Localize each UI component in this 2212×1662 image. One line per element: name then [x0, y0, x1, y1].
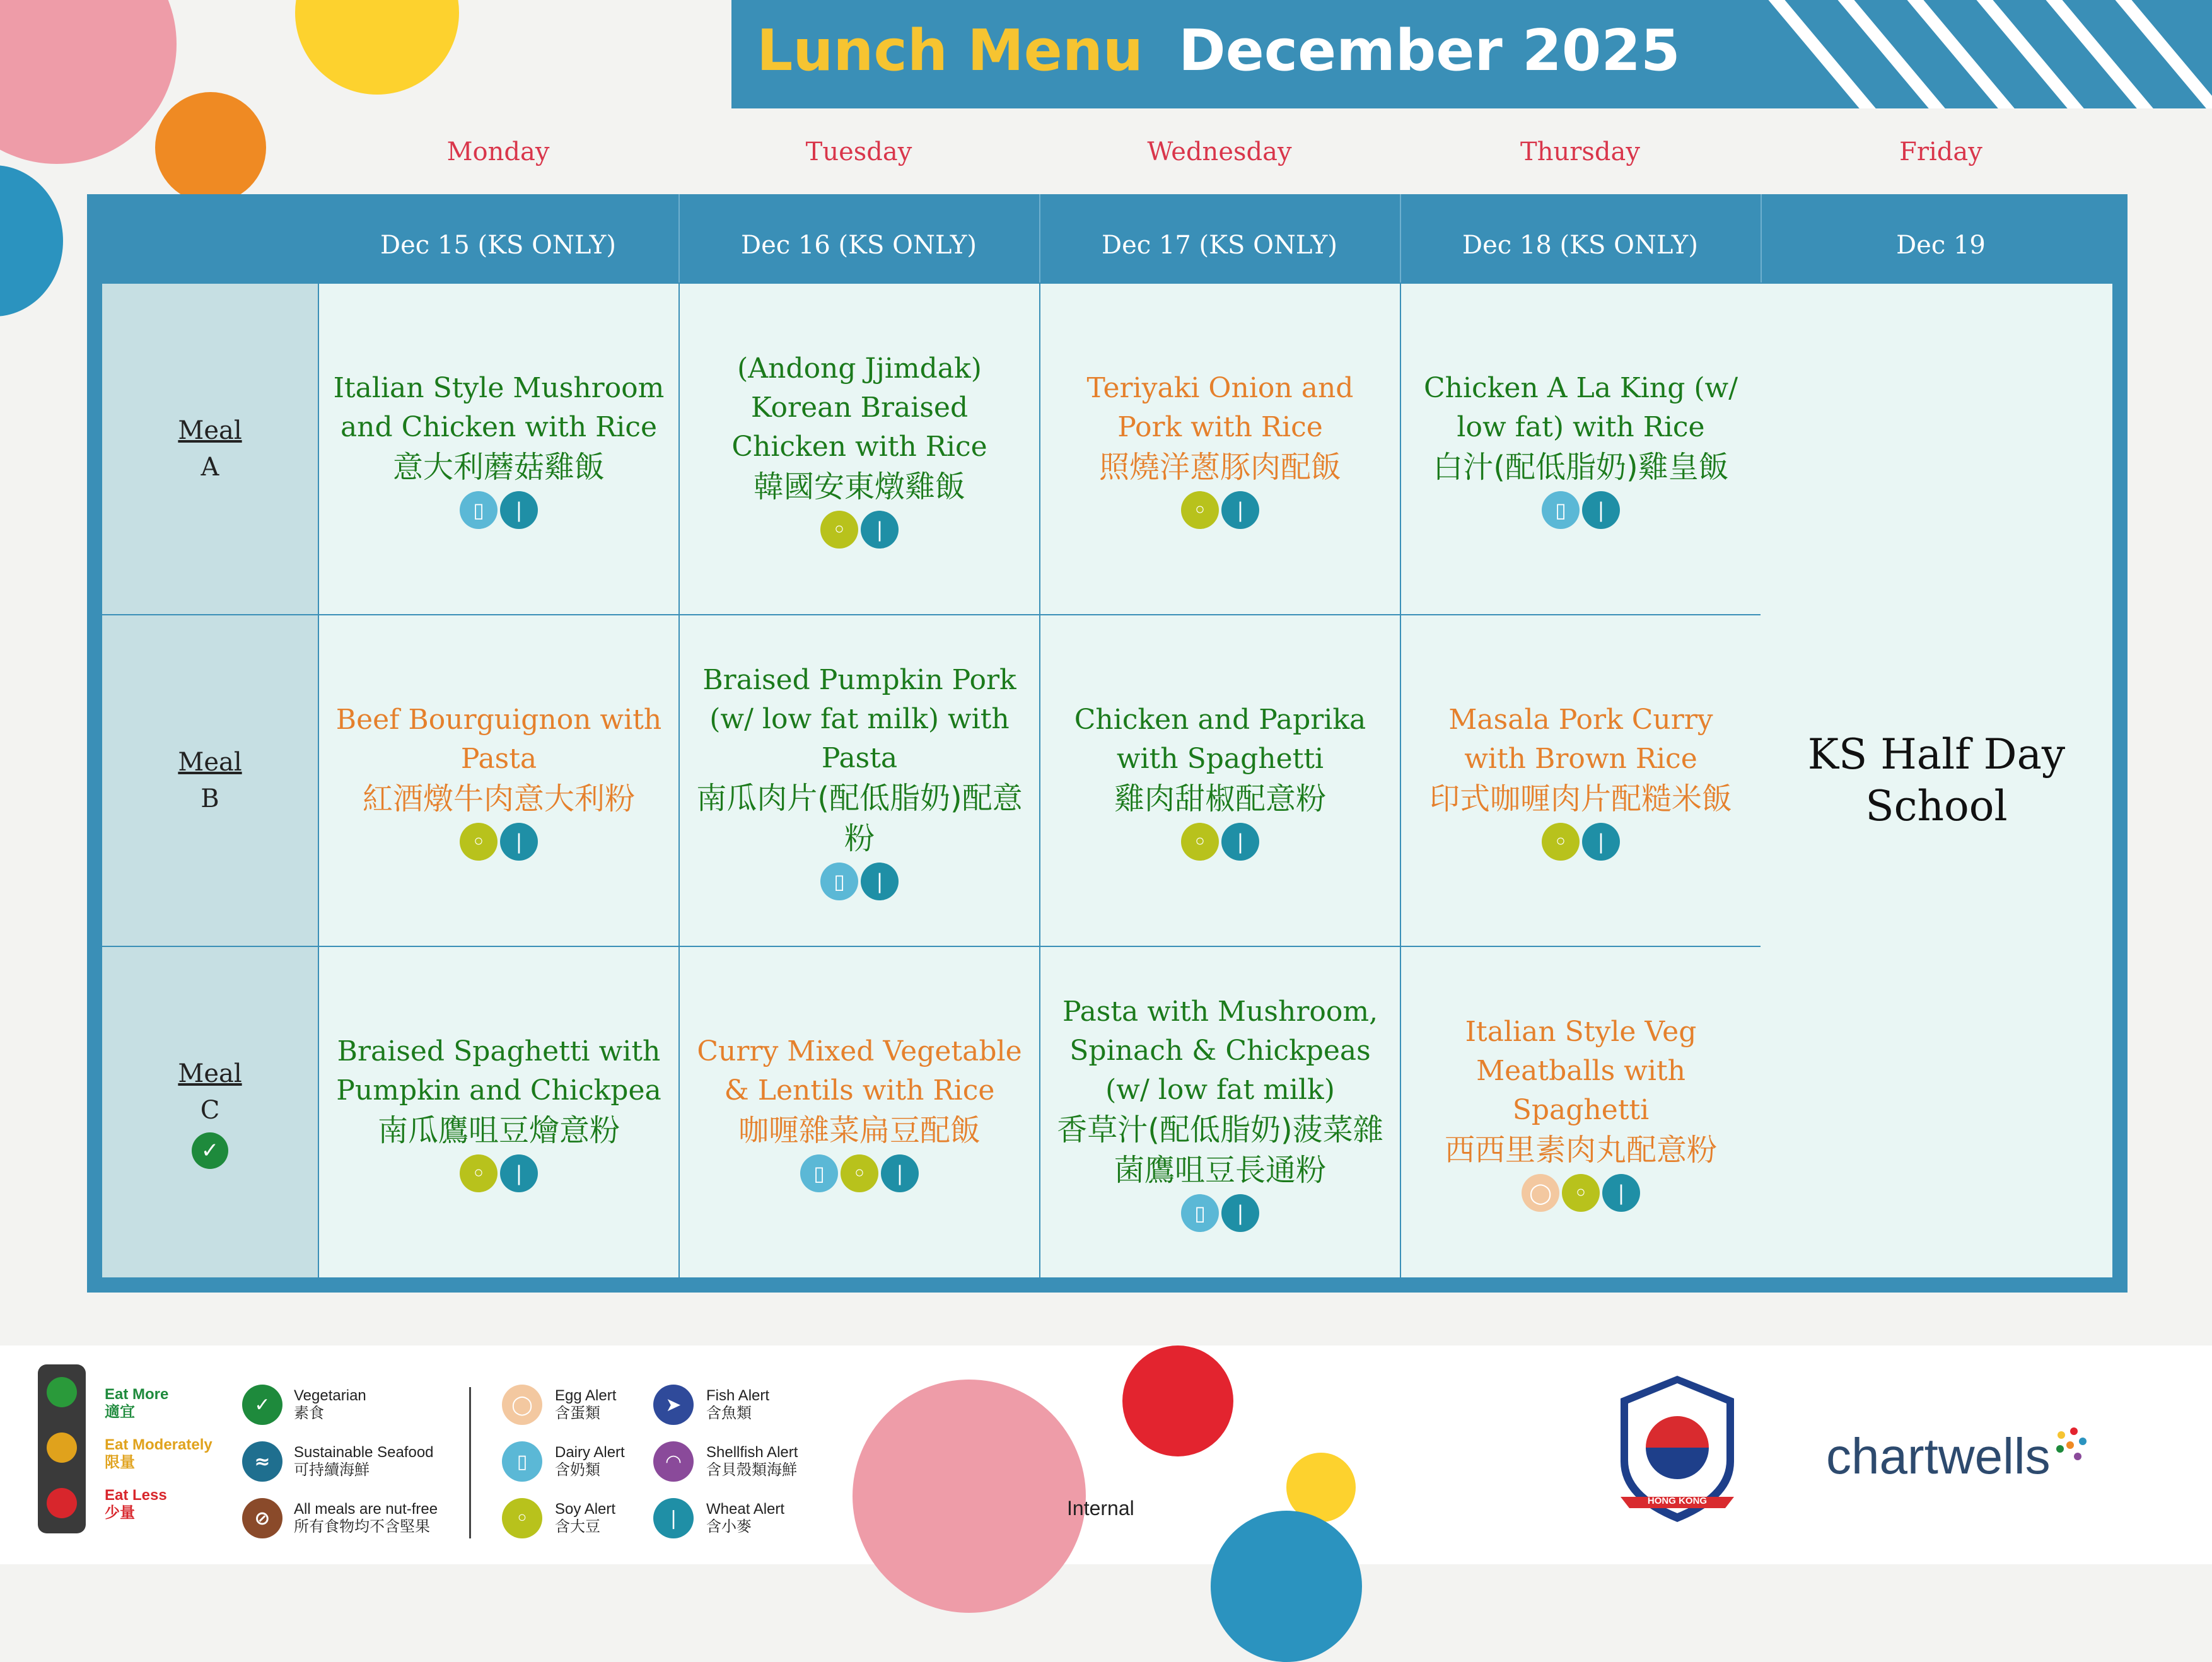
wheat-alert-icon: ❘ [1221, 1194, 1259, 1232]
header-banner [731, 0, 2212, 108]
wheat-alert-icon: ❘ [861, 863, 899, 900]
meal-name-en: Chicken A La King (w/ low fat) with Rice [1423, 372, 1738, 443]
wheat-alert-icon: ❘ [881, 1154, 919, 1192]
meal-letter: B [201, 784, 219, 813]
meal-name-en: Teriyaki Onion and Pork with Rice [1086, 372, 1354, 443]
dairy-alert-icon: ▯ [1181, 1194, 1219, 1232]
soy-alert-icon: ◦ [1181, 823, 1219, 861]
meal-cell [319, 615, 680, 947]
banner-stripe [1817, 0, 1970, 108]
meal-name-zh: 南瓜肉片(配低脂奶)配意粉 [696, 781, 1023, 856]
date-header-dec-16: Dec 16 (KS ONLY) [741, 231, 977, 260]
soy-alert-icon: ◦ [841, 1154, 878, 1192]
shellfish-alert-icon: ◠ [653, 1441, 694, 1482]
friday-half-day-cell [1761, 284, 2112, 1279]
brand-dots-icon [2054, 1427, 2092, 1465]
meal-name-zh: 西西里素肉丸配意粉 [1444, 1132, 1717, 1168]
meal-cell [1040, 615, 1401, 947]
dairy-alert-icon: ▯ [820, 863, 858, 900]
allergen-icons [460, 823, 538, 861]
traffic-light-icon [38, 1364, 86, 1533]
meal-cell [319, 947, 680, 1279]
vegetarian-legend: Vegetarian 素食 [294, 1387, 366, 1422]
date-header-dec-19: Dec 19 [1896, 231, 1986, 260]
school-crest-text: HONG KONG [1647, 1496, 1708, 1506]
pink-circle-decoration [0, 0, 177, 164]
wheat-alert-icon: ❘ [653, 1498, 694, 1538]
date-header-dec-17: Dec 17 (KS ONLY) [1102, 231, 1337, 260]
wheat-alert-icon: ❘ [500, 823, 538, 861]
meal-name-en: Masala Pork Curry with Brown Rice [1448, 704, 1713, 775]
wheat-alert-icon: ❘ [1582, 823, 1620, 861]
title-label: Lunch Menu [757, 18, 1143, 84]
row-label-meal-b [102, 615, 319, 947]
meal-cell [680, 615, 1040, 947]
banner-stripe [1886, 0, 2040, 108]
allergen-icons [800, 1154, 919, 1192]
meal-cell [319, 284, 680, 615]
eat-more-legend: Eat More 適宜 [105, 1386, 169, 1421]
meal-cell [1401, 947, 1762, 1279]
allergen-icons [1181, 491, 1259, 529]
dairy-legend: Dairy Alert 含奶類 [555, 1444, 625, 1479]
meal-name-en: Braised Spaghetti with Pumpkin and Chickpea [336, 1035, 661, 1107]
shellfish-legend: Shellfish Alert 含貝殼類海鮮 [706, 1444, 798, 1479]
orange-circle-decoration [155, 92, 266, 203]
meal-cell [1401, 284, 1762, 615]
meal-cell [1040, 284, 1401, 615]
meal-letter: C [200, 1096, 220, 1125]
half-day-line-2: School [1865, 782, 2008, 830]
row-label-meal-a [102, 284, 319, 615]
meal-name-zh: 白汁(配低脂奶)雞皇飯 [1433, 450, 1729, 485]
banner-stripe [2025, 0, 2179, 108]
vegetarian-icon: ✓ [192, 1132, 228, 1169]
chartwells-logo [1826, 1427, 2092, 1485]
allergen-icons [1181, 1194, 1259, 1232]
meal-name-en: (Andong Jjimdak) Korean Braised Chicken with Rice [731, 352, 987, 463]
date-header-dec-18: Dec 18 (KS ONLY) [1462, 231, 1698, 260]
meal-name-en: Italian Style Mushroom and Chicken with Rice [333, 372, 665, 443]
soy-alert-icon: ◦ [460, 1154, 498, 1192]
meal-name-en: Curry Mixed Vegetable & Lentils with Rice [697, 1035, 1022, 1107]
meal-name-zh: 印式咖喱肉片配糙米飯 [1429, 781, 1732, 816]
soy-alert-icon: ◦ [1181, 491, 1219, 529]
meal-name-en: Pasta with Mushroom, Spinach & Chickpeas (w/ low fat milk) [1062, 996, 1378, 1106]
day-name-wednesday: Wednesday [1147, 137, 1292, 166]
allergen-icons [460, 1154, 538, 1192]
wheat-legend: Wheat Alert 含小麥 [706, 1501, 785, 1535]
meal-cell [680, 284, 1040, 615]
meal-label: Meal [178, 1059, 242, 1088]
allergen-icons [820, 863, 899, 900]
meal-cell [1040, 947, 1401, 1279]
wheat-alert-icon: ❘ [1582, 491, 1620, 529]
vegetarian-icon: ✓ [242, 1385, 282, 1425]
month-label: December 2025 [1179, 18, 1680, 84]
school-crest-logo [1614, 1373, 1740, 1525]
day-name-thursday: Thursday [1520, 137, 1640, 166]
fish-legend: Fish Alert 含魚類 [706, 1387, 770, 1422]
meal-name-en: Chicken and Paprika with Spaghetti [1074, 704, 1366, 775]
sustainable-seafood-icon: ≈ [242, 1441, 282, 1482]
banner-stripe [1955, 0, 2109, 108]
wheat-alert-icon: ❘ [1221, 823, 1259, 861]
fish-alert-icon: ➤ [653, 1385, 694, 1425]
meal-name-zh: 韓國安東燉雞飯 [753, 469, 965, 504]
soy-legend: Soy Alert 含大豆 [555, 1501, 616, 1535]
soy-alert-icon: ◦ [1542, 823, 1580, 861]
day-name-monday: Monday [446, 137, 550, 166]
wheat-alert-icon: ❘ [500, 1154, 538, 1192]
meal-letter: A [201, 453, 219, 482]
yellow-circle-decoration [295, 0, 459, 95]
soy-alert-icon: ◦ [502, 1498, 542, 1538]
meal-name-zh: 南瓜鷹咀豆燴意粉 [377, 1113, 620, 1148]
meal-name-en: Braised Pumpkin Pork (w/ low fat milk) with Pasta [702, 664, 1016, 774]
day-name-tuesday: Tuesday [805, 137, 912, 166]
meal-name-en: Italian Style Veg Meatballs with Spaghetti [1465, 1016, 1697, 1126]
allergen-icons [1542, 491, 1620, 529]
allergen-icons [1181, 823, 1259, 861]
wheat-alert-icon: ❘ [500, 491, 538, 529]
nut-free-icon: ⊘ [242, 1498, 282, 1538]
meal-name-zh: 香草汁(配低脂奶)菠菜雜菌鷹咀豆長通粉 [1057, 1112, 1383, 1188]
soy-alert-icon: ◦ [460, 823, 498, 861]
meal-cell [1401, 615, 1762, 947]
egg-alert-icon: ◯ [1522, 1174, 1559, 1212]
allergen-icons [1522, 1174, 1640, 1212]
half-day-line-1: KS Half Day [1807, 730, 2066, 779]
dairy-alert-icon: ▯ [502, 1441, 542, 1482]
eat-less-legend: Eat Less 少量 [105, 1487, 167, 1521]
row-label-meal-c [102, 947, 319, 1279]
day-name-friday: Friday [1899, 137, 1982, 166]
nutfree-legend: All meals are nut-free 所有食物均不含堅果 [294, 1501, 438, 1535]
egg-alert-icon: ◯ [502, 1385, 542, 1425]
meal-name-zh: 紅酒燉牛肉意大利粉 [362, 781, 635, 816]
soy-alert-icon: ◦ [1562, 1174, 1600, 1212]
pink-circle-decoration [853, 1380, 1086, 1613]
allergen-icons [1542, 823, 1620, 861]
wheat-alert-icon: ❘ [1221, 491, 1259, 529]
meal-name-zh: 雞肉甜椒配意粉 [1114, 781, 1326, 816]
dairy-alert-icon: ▯ [460, 491, 498, 529]
blue-circle-decoration [0, 165, 63, 317]
meal-cell [680, 947, 1040, 1279]
meal-name-en: Beef Bourguignon with Pasta [335, 704, 662, 775]
banner-stripe [1747, 0, 1901, 108]
red-circle-decoration [1122, 1345, 1233, 1456]
date-header-dec-15: Dec 15 (KS ONLY) [380, 231, 616, 260]
menu-table [87, 194, 2128, 1293]
dairy-alert-icon: ▯ [800, 1154, 838, 1192]
footer-legend [0, 1345, 2212, 1564]
soy-alert-icon: ◦ [820, 511, 858, 549]
blue-circle-decoration [1211, 1511, 1362, 1662]
meal-label: Meal [178, 748, 242, 777]
eat-moderately-legend: Eat Moderately 限量 [105, 1436, 212, 1471]
meal-label: Meal [178, 416, 242, 445]
legend-divider [469, 1387, 471, 1538]
egg-legend: Egg Alert 含蛋類 [555, 1387, 617, 1422]
meal-name-zh: 咖喱雜菜扁豆配飯 [738, 1113, 981, 1148]
banner-stripe [2094, 0, 2212, 108]
brand-name: chartwells [1826, 1428, 2051, 1484]
seafood-legend: Sustainable Seafood 可持續海鮮 [294, 1444, 434, 1479]
page-title [757, 18, 1680, 84]
wheat-alert-icon: ❘ [861, 511, 899, 549]
meal-name-zh: 意大利蘑菇雞飯 [392, 450, 605, 485]
allergen-icons [460, 491, 538, 529]
wheat-alert-icon: ❘ [1602, 1174, 1640, 1212]
classification-label: Internal [1067, 1497, 1134, 1520]
allergen-icons [820, 511, 899, 549]
dairy-alert-icon: ▯ [1542, 491, 1580, 529]
meal-name-zh: 照燒洋蔥豚肉配飯 [1098, 450, 1341, 485]
